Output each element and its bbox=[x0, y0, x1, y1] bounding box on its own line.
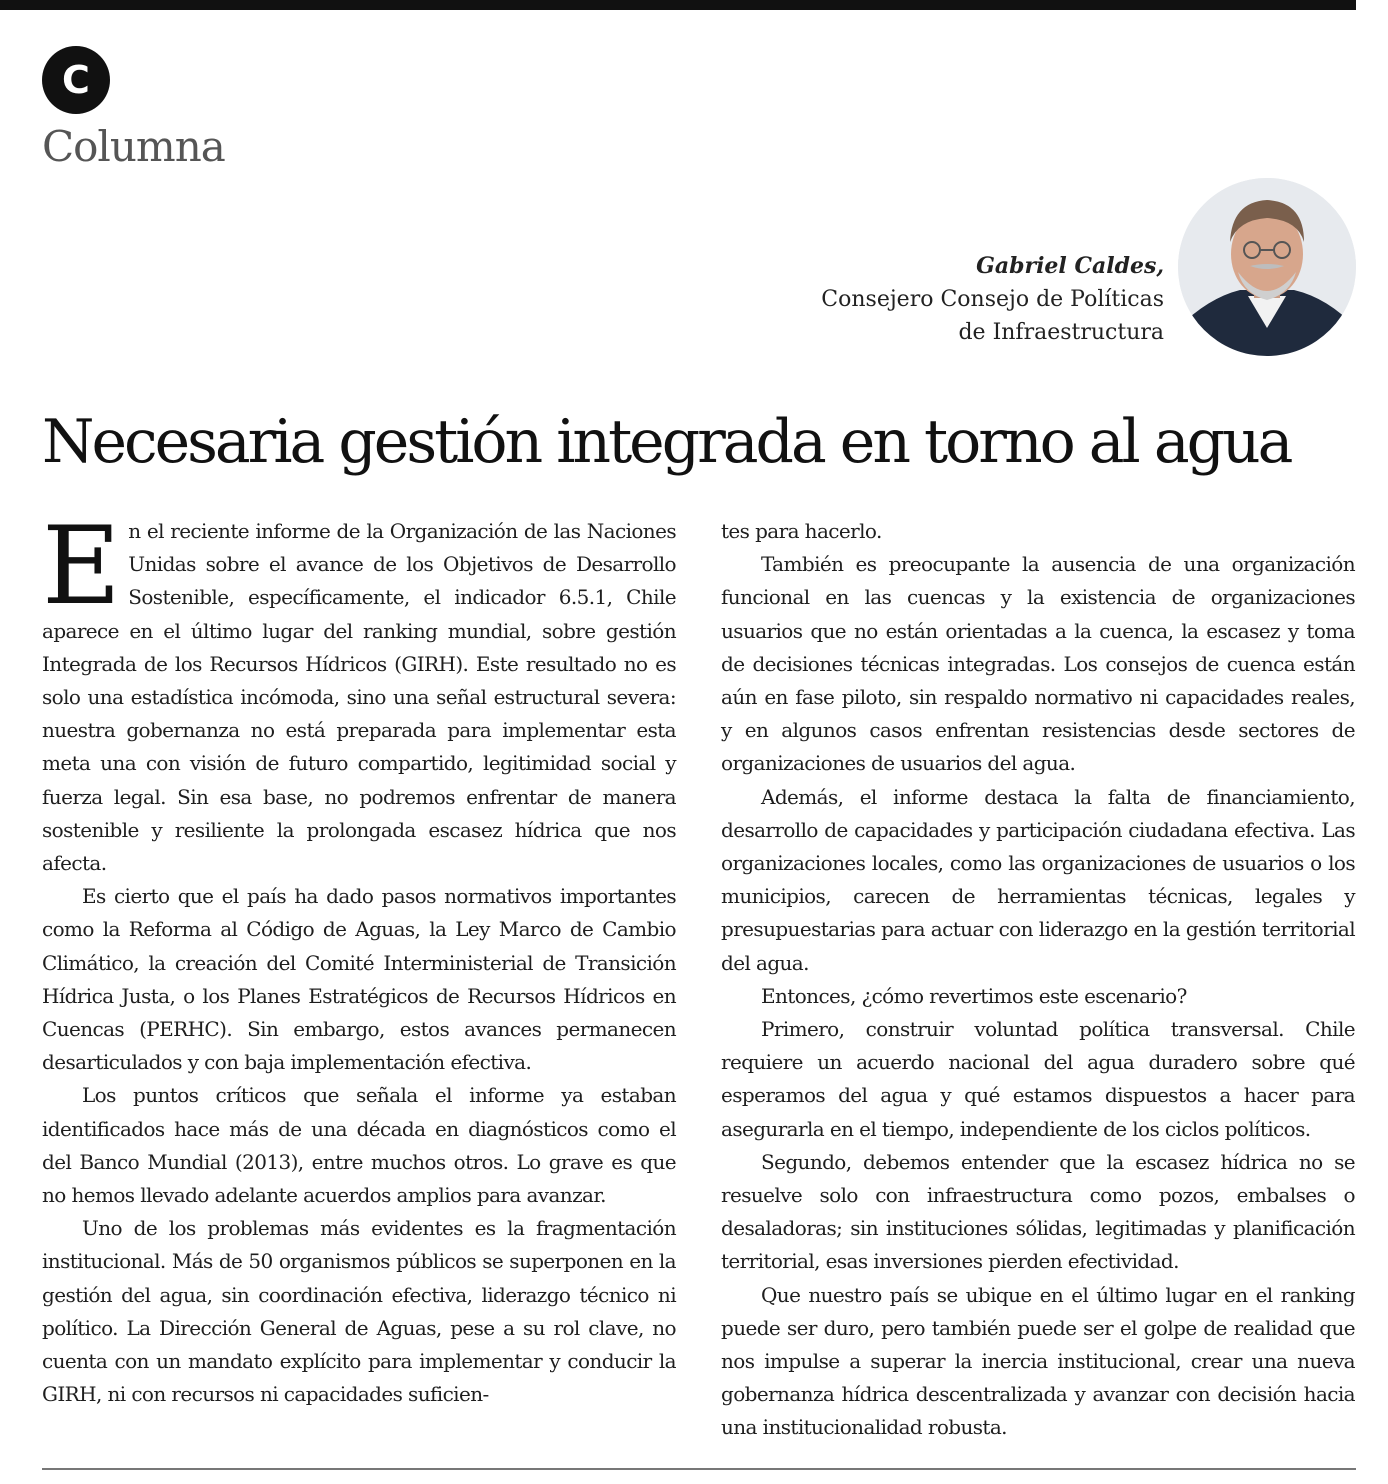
article-paragraph: Es cierto que el país ha dado pasos normativos importantes como la Reforma al Código de Aguas, la Ley Marco de Cambio Climático, la creación del Comité Interministerial de Transición Hídrica Justa, o los Planes Estratégicos de Recursos Hídricos en Cuencas (PERHC). Sin embargo, estos avances permanecen desarticulados y con baja implementación efectiva. bbox=[42, 884, 676, 1075]
article-paragraph: Que nuestro país se ubique en el último lugar en el ranking puede ser duro, pero también puede ser el golpe de realidad que nos impulse a superar la inercia institucional, crear una nueva gobernanza hídrica descentralizada y avanzar con decisión hacia una institucionalidad robusta. bbox=[721, 1282, 1355, 1440]
author-role-line1: Consejero Consejo de Políticas bbox=[821, 287, 1164, 312]
article-paragraph: Primero, construir voluntad política transversal. Chile requiere un acuerdo nacional del agua duradero sobre qué esperamos del agua y qué estamos dispuestos a hacer para asegurarla en el tiempo, independiente de los ciclos políticos. bbox=[721, 1017, 1355, 1141]
article-paragraph: En el reciente informe de la Organización de las Naciones Unidas sobre el avance de los Objetivos de Desarrollo Sostenible, específicamente, el indicador 6.5.1, Chile aparece en el último lugar del ranking mundial, sobre gestión Integrada de los Recursos Hídricos (GIRH). Este resultado no es solo una estadística incómoda, sino una señal estructural severa: nuestra gobernanza no está preparada para implementar esta meta una con visión de futuro compartido, legitimidad social y fuerza legal. Sin esa base, no podremos enfrentar de manera sostenible y resiliente la prolongada escasez hídrica que nos afecta. bbox=[42, 504, 676, 876]
article-paragraph-continuation: tes para hacerlo. bbox=[721, 519, 882, 543]
article-column-left bbox=[42, 504, 676, 1411]
article-paragraph: Los puntos críticos que señala el informe ya estaban identificados hace más de una década en diagnósticos como el del Banco Mundial (2013), entre muchos otros. Lo grave es que no hemos llevado adelante acuerdos amplios para avanzar. bbox=[42, 1083, 676, 1208]
section-badge: C bbox=[42, 46, 110, 114]
byline bbox=[821, 250, 1164, 349]
section-label: Columna bbox=[42, 122, 225, 171]
article-paragraph: Segundo, debemos entender que la escasez hídrica no se resuelve solo con infraestructura como pozos, embalses o desaladoras; sin instituciones sólidas, legitimadas y planificación territorial, esas inversiones pierden efectividad. bbox=[721, 1149, 1355, 1274]
article-paragraph: Uno de los problemas más evidentes es la fragmentación institucional. Más de 50 organismos públicos se superponen en la gestión del agua, sin coordinación efectiva, liderazgo técnico ni político. La Dirección General de Aguas, pese a su rol clave, no cuenta con un mandato explícito para implementar y conducir la GIRH, ni con recursos ni capacidades suficien- bbox=[42, 1216, 676, 1407]
article-paragraph: Además, el informe destaca la falta de financiamiento, desarrollo de capacidades y participación ciudadana efectiva. Las organizaciones locales, como las organizaciones de usuarios o los municipios, carecen de herramientas técnicas, legales y presupuestarias para actuar con liderazgo en la gestión territorial del agua. bbox=[721, 784, 1355, 975]
bottom-rule bbox=[42, 1468, 1356, 1470]
author-role-line2: de Infraestructura bbox=[958, 320, 1164, 345]
headline: Necesaria gestión integrada en torno al agua bbox=[42, 407, 1291, 477]
top-rule bbox=[0, 0, 1356, 10]
author-photo bbox=[1178, 178, 1356, 356]
article-paragraph: También es preocupante la ausencia de una organización funcional en las cuencas y la existencia de organizaciones usuarios que no están orientadas a la cuenca, la escasez y toma de decisiones técnicas integradas. Los consejos de cuenca están aún en fase piloto, sin respaldo normativo ni capacidades reales, y en algunos casos enfrentan resistencias desde sectores de organizaciones de usuarios del agua. bbox=[721, 552, 1355, 776]
author-name: Gabriel Caldes, bbox=[976, 253, 1164, 279]
article-column-right bbox=[721, 515, 1355, 1445]
drop-cap: E bbox=[42, 504, 121, 629]
article-paragraph: Entonces, ¿cómo revertimos este escenario? bbox=[761, 983, 1187, 1008]
